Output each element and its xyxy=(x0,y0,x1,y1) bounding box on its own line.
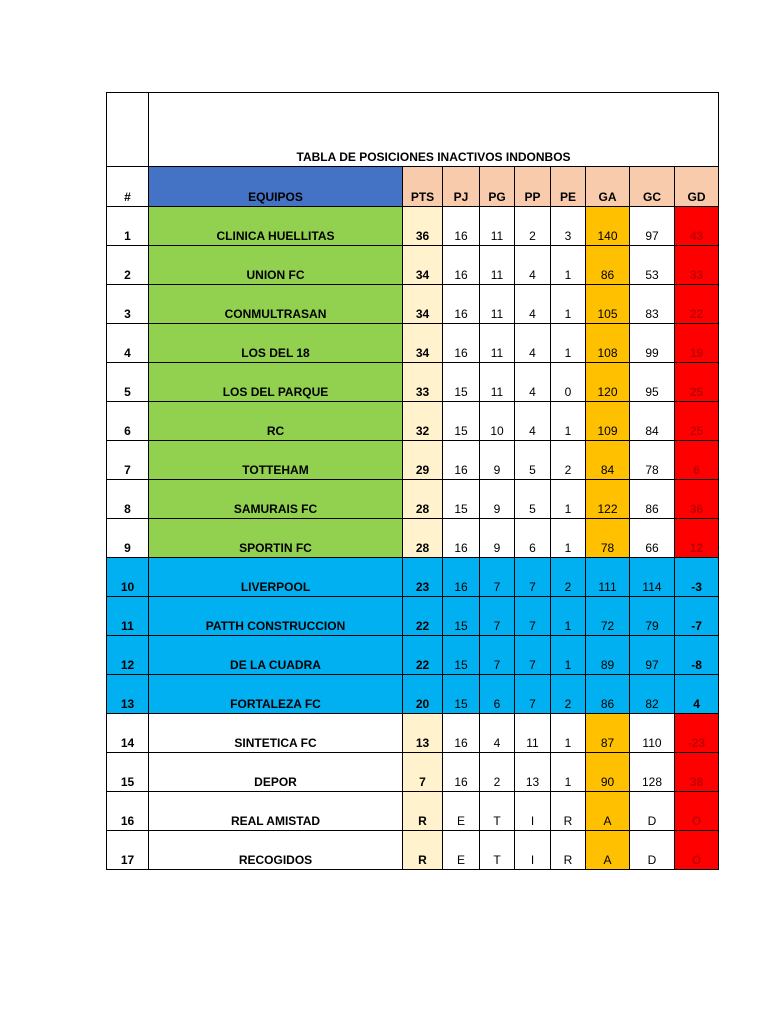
cell-pg: 4 xyxy=(480,714,515,753)
cell-pp: 7 xyxy=(515,597,551,636)
cell-gd: O xyxy=(675,792,719,831)
cell-pe: 1 xyxy=(551,519,586,558)
cell-pp: 5 xyxy=(515,441,551,480)
cell-pe: 1 xyxy=(551,753,586,792)
standings-sheet xyxy=(106,92,718,870)
title-corner-cell xyxy=(107,93,149,167)
header-team: EQUIPOS xyxy=(149,167,403,207)
cell-pts: R xyxy=(403,792,443,831)
cell-ga: 86 xyxy=(586,675,630,714)
cell-ga: A xyxy=(586,792,630,831)
cell-gc: D xyxy=(630,831,675,870)
cell-pp: 7 xyxy=(515,558,551,597)
cell-gd: 19 xyxy=(675,324,719,363)
cell-gd: 12 xyxy=(675,519,719,558)
cell-gd: -3 xyxy=(675,558,719,597)
cell-pts: 34 xyxy=(403,324,443,363)
cell-ga: 111 xyxy=(586,558,630,597)
cell-pe: 3 xyxy=(551,207,586,246)
cell-gc: 79 xyxy=(630,597,675,636)
cell-ga: A xyxy=(586,831,630,870)
cell-rank: 11 xyxy=(107,597,149,636)
cell-gd: 38 xyxy=(675,753,719,792)
cell-gc: 99 xyxy=(630,324,675,363)
cell-pg: T xyxy=(480,792,515,831)
cell-pp: 6 xyxy=(515,519,551,558)
cell-rank: 7 xyxy=(107,441,149,480)
cell-ga: 90 xyxy=(586,753,630,792)
cell-gd: 43 xyxy=(675,207,719,246)
table-row xyxy=(107,402,719,441)
cell-ga: 89 xyxy=(586,636,630,675)
cell-pj: 16 xyxy=(443,714,480,753)
cell-team: RC xyxy=(149,402,403,441)
cell-pe: 2 xyxy=(551,675,586,714)
cell-pj: 15 xyxy=(443,402,480,441)
cell-team: DEPOR xyxy=(149,753,403,792)
cell-pts: 29 xyxy=(403,441,443,480)
table-row xyxy=(107,597,719,636)
cell-pp: 7 xyxy=(515,636,551,675)
cell-gd: O xyxy=(675,831,719,870)
cell-pj: 16 xyxy=(443,441,480,480)
cell-gc: 97 xyxy=(630,636,675,675)
cell-pts: 34 xyxy=(403,246,443,285)
cell-pts: 28 xyxy=(403,480,443,519)
cell-rank: 8 xyxy=(107,480,149,519)
cell-pj: 16 xyxy=(443,324,480,363)
table-row xyxy=(107,831,719,870)
cell-pp: 4 xyxy=(515,402,551,441)
cell-gc: 83 xyxy=(630,285,675,324)
header-pts: PTS xyxy=(403,167,443,207)
cell-pg: 11 xyxy=(480,285,515,324)
cell-gc: 97 xyxy=(630,207,675,246)
table-row xyxy=(107,441,719,480)
cell-pj: 15 xyxy=(443,597,480,636)
cell-gd: -7 xyxy=(675,597,719,636)
cell-pts: 28 xyxy=(403,519,443,558)
cell-pj: 16 xyxy=(443,519,480,558)
cell-pj: 15 xyxy=(443,636,480,675)
cell-pts: 32 xyxy=(403,402,443,441)
cell-pg: 10 xyxy=(480,402,515,441)
header-gd: GD xyxy=(675,167,719,207)
header-pe: PE xyxy=(551,167,586,207)
cell-pg: 11 xyxy=(480,207,515,246)
cell-pj: 16 xyxy=(443,753,480,792)
cell-pe: 1 xyxy=(551,597,586,636)
standings-table xyxy=(106,92,719,870)
cell-pj: 16 xyxy=(443,558,480,597)
cell-pp: 11 xyxy=(515,714,551,753)
cell-team: SAMURAIS FC xyxy=(149,480,403,519)
cell-pe: 1 xyxy=(551,402,586,441)
cell-gc: 66 xyxy=(630,519,675,558)
cell-ga: 72 xyxy=(586,597,630,636)
cell-gd: 6 xyxy=(675,441,719,480)
cell-pp: I xyxy=(515,831,551,870)
cell-gc: 114 xyxy=(630,558,675,597)
cell-pe: 1 xyxy=(551,324,586,363)
cell-pe: 1 xyxy=(551,480,586,519)
header-rank: # xyxy=(107,167,149,207)
header-pg: PG xyxy=(480,167,515,207)
cell-gd: 33 xyxy=(675,246,719,285)
cell-gc: 53 xyxy=(630,246,675,285)
cell-pe: 0 xyxy=(551,363,586,402)
cell-rank: 17 xyxy=(107,831,149,870)
cell-ga: 86 xyxy=(586,246,630,285)
cell-pg: 7 xyxy=(480,636,515,675)
cell-pg: 9 xyxy=(480,519,515,558)
cell-gc: D xyxy=(630,792,675,831)
cell-gd: 36 xyxy=(675,480,719,519)
cell-team: TOTTEHAM xyxy=(149,441,403,480)
cell-gd: -8 xyxy=(675,636,719,675)
cell-pg: 11 xyxy=(480,246,515,285)
cell-pts: 20 xyxy=(403,675,443,714)
cell-pe: R xyxy=(551,831,586,870)
cell-pj: E xyxy=(443,831,480,870)
cell-pp: I xyxy=(515,792,551,831)
cell-gc: 110 xyxy=(630,714,675,753)
cell-pj: 15 xyxy=(443,363,480,402)
cell-ga: 109 xyxy=(586,402,630,441)
cell-pts: 13 xyxy=(403,714,443,753)
cell-team: CLINICA HUELLITAS xyxy=(149,207,403,246)
cell-pe: 1 xyxy=(551,636,586,675)
table-row xyxy=(107,519,719,558)
cell-gd: 25 xyxy=(675,402,719,441)
cell-team: LOS DEL PARQUE xyxy=(149,363,403,402)
cell-team: FORTALEZA FC xyxy=(149,675,403,714)
cell-rank: 13 xyxy=(107,675,149,714)
cell-gc: 84 xyxy=(630,402,675,441)
cell-pe: 1 xyxy=(551,246,586,285)
cell-team: DE LA CUADRA xyxy=(149,636,403,675)
cell-gd: -23 xyxy=(675,714,719,753)
cell-pp: 4 xyxy=(515,246,551,285)
cell-pj: 16 xyxy=(443,246,480,285)
header-pj: PJ xyxy=(443,167,480,207)
cell-ga: 78 xyxy=(586,519,630,558)
cell-pe: 1 xyxy=(551,714,586,753)
cell-team: UNION FC xyxy=(149,246,403,285)
table-row xyxy=(107,753,719,792)
cell-gd: 22 xyxy=(675,285,719,324)
cell-gc: 95 xyxy=(630,363,675,402)
cell-team: LOS DEL 18 xyxy=(149,324,403,363)
cell-pg: 11 xyxy=(480,363,515,402)
cell-pe: 2 xyxy=(551,441,586,480)
cell-pts: R xyxy=(403,831,443,870)
cell-pts: 23 xyxy=(403,558,443,597)
table-row xyxy=(107,480,719,519)
cell-pg: 7 xyxy=(480,558,515,597)
cell-rank: 6 xyxy=(107,402,149,441)
cell-ga: 122 xyxy=(586,480,630,519)
cell-rank: 2 xyxy=(107,246,149,285)
cell-pts: 22 xyxy=(403,636,443,675)
header-ga: GA xyxy=(586,167,630,207)
cell-gc: 128 xyxy=(630,753,675,792)
cell-pts: 34 xyxy=(403,285,443,324)
cell-pg: 9 xyxy=(480,480,515,519)
table-row xyxy=(107,285,719,324)
cell-pts: 36 xyxy=(403,207,443,246)
table-row xyxy=(107,363,719,402)
cell-rank: 15 xyxy=(107,753,149,792)
cell-pp: 5 xyxy=(515,480,551,519)
cell-pj: 15 xyxy=(443,480,480,519)
cell-ga: 87 xyxy=(586,714,630,753)
cell-pe: R xyxy=(551,792,586,831)
cell-pj: 16 xyxy=(443,207,480,246)
header-pp: PP xyxy=(515,167,551,207)
cell-rank: 14 xyxy=(107,714,149,753)
cell-gc: 86 xyxy=(630,480,675,519)
title-row xyxy=(107,93,719,167)
cell-pp: 4 xyxy=(515,363,551,402)
cell-pp: 4 xyxy=(515,285,551,324)
cell-rank: 5 xyxy=(107,363,149,402)
cell-gd: 25 xyxy=(675,363,719,402)
cell-pg: 7 xyxy=(480,597,515,636)
cell-pp: 13 xyxy=(515,753,551,792)
cell-gc: 82 xyxy=(630,675,675,714)
header-row xyxy=(107,167,719,207)
cell-pg: 9 xyxy=(480,441,515,480)
cell-rank: 1 xyxy=(107,207,149,246)
cell-team: PATTH CONSTRUCCION xyxy=(149,597,403,636)
cell-gd: 4 xyxy=(675,675,719,714)
cell-rank: 10 xyxy=(107,558,149,597)
cell-pg: 11 xyxy=(480,324,515,363)
table-row xyxy=(107,792,719,831)
cell-pe: 1 xyxy=(551,285,586,324)
cell-rank: 3 xyxy=(107,285,149,324)
cell-ga: 105 xyxy=(586,285,630,324)
table-row xyxy=(107,558,719,597)
cell-team: REAL AMISTAD xyxy=(149,792,403,831)
cell-pp: 2 xyxy=(515,207,551,246)
header-gc: GC xyxy=(630,167,675,207)
standings-body xyxy=(107,93,719,870)
cell-pg: 2 xyxy=(480,753,515,792)
table-row xyxy=(107,675,719,714)
cell-pj: 16 xyxy=(443,285,480,324)
table-row xyxy=(107,714,719,753)
cell-gc: 78 xyxy=(630,441,675,480)
cell-ga: 84 xyxy=(586,441,630,480)
cell-pg: 6 xyxy=(480,675,515,714)
cell-pj: E xyxy=(443,792,480,831)
cell-pe: 2 xyxy=(551,558,586,597)
table-row xyxy=(107,636,719,675)
cell-team: CONMULTRASAN xyxy=(149,285,403,324)
table-row xyxy=(107,207,719,246)
cell-rank: 16 xyxy=(107,792,149,831)
cell-rank: 12 xyxy=(107,636,149,675)
cell-team: LIVERPOOL xyxy=(149,558,403,597)
cell-pp: 4 xyxy=(515,324,551,363)
table-row xyxy=(107,324,719,363)
cell-rank: 4 xyxy=(107,324,149,363)
cell-pj: 15 xyxy=(443,675,480,714)
cell-pts: 7 xyxy=(403,753,443,792)
cell-pg: T xyxy=(480,831,515,870)
cell-ga: 140 xyxy=(586,207,630,246)
cell-rank: 9 xyxy=(107,519,149,558)
cell-team: SINTETICA FC xyxy=(149,714,403,753)
cell-ga: 108 xyxy=(586,324,630,363)
cell-team: SPORTIN FC xyxy=(149,519,403,558)
cell-pts: 33 xyxy=(403,363,443,402)
cell-pts: 22 xyxy=(403,597,443,636)
table-title: TABLA DE POSICIONES INACTIVOS INDONBOS xyxy=(149,93,719,167)
cell-ga: 120 xyxy=(586,363,630,402)
table-row xyxy=(107,246,719,285)
cell-team: RECOGIDOS xyxy=(149,831,403,870)
cell-pp: 7 xyxy=(515,675,551,714)
